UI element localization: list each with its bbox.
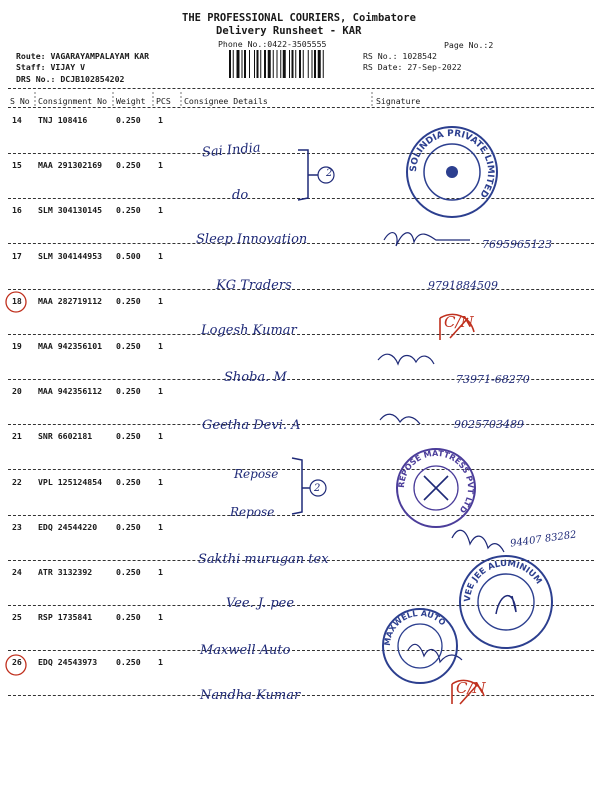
svg-text:VEE JEE ALUMINIUM	[463, 559, 544, 602]
stamp-solindia-text: SOLINDIA PRIVATE LIMITED	[408, 128, 496, 200]
rs-date: RS Date: 27-Sep-2022	[363, 62, 462, 72]
row-sno: 16	[12, 205, 22, 215]
doc-title: Delivery Runsheet - KAR	[216, 25, 362, 37]
col-header-consignee: Consignee Details	[184, 96, 268, 106]
hw-sai-india: Sai India	[201, 140, 262, 161]
col-header-weight: Weight	[116, 96, 146, 106]
row-sno: 23	[12, 522, 22, 532]
hw-maxwell: Maxwell Auto	[200, 643, 291, 658]
hw-cn-mark-2: C/N	[456, 679, 486, 697]
row-consignment-no: VPL 125124854	[38, 477, 103, 487]
row-sno: 21	[12, 431, 22, 441]
stamp-veejee	[456, 552, 556, 652]
hw-cn-mark-1: C/N	[444, 313, 474, 331]
row-weight: 0.250	[116, 567, 141, 577]
row-weight: 0.250	[116, 115, 141, 125]
col-header-consignment: Consignment No	[38, 96, 108, 106]
row-consignment-no: TNJ 108416	[38, 115, 88, 125]
stamp-maxwell	[380, 606, 460, 686]
row-sno: 17	[12, 251, 22, 261]
hw-geetha: Geetha Devi. A	[202, 418, 301, 433]
hw-logesh: Logesh Kumar	[201, 323, 297, 338]
hw-nandha: Nandha Kumar	[200, 688, 301, 703]
row-consignment-no: SNR 6602181	[38, 431, 93, 441]
row-weight: 0.250	[116, 477, 141, 487]
row-sno: 18	[12, 296, 22, 306]
row-consignment-no: ATR 3132392	[38, 567, 93, 577]
hw-sakthi: Sakthi murugan tex	[198, 552, 329, 567]
stamp-solindia	[404, 124, 500, 220]
row-consignment-no: EDQ 24543973	[38, 657, 98, 667]
row-pcs: 1	[158, 657, 163, 667]
route: Route: VAGARAYAMPALAYAM KAR	[16, 51, 150, 61]
row-sno: 22	[12, 477, 22, 487]
row-weight: 0.250	[116, 386, 141, 396]
svg-text:MAXWELL AUTO	[383, 609, 448, 646]
row-pcs: 1	[158, 296, 163, 306]
row-pcs: 1	[158, 612, 163, 622]
row-sno: 24	[12, 567, 22, 577]
hw-do: do	[232, 188, 249, 203]
hw-shobha: Shoba. M	[224, 370, 287, 385]
row-pcs: 1	[158, 115, 163, 125]
stamp-repose-text: REPOSE MATTRESS PVT LTD	[396, 448, 476, 515]
row-weight: 0.250	[116, 160, 141, 170]
row-pcs: 1	[158, 205, 163, 215]
rs-number: RS No.: 1028542	[363, 51, 437, 61]
staff: Staff: VIJAY V	[16, 62, 86, 72]
row-sno: 25	[12, 612, 22, 622]
row-weight: 0.250	[116, 612, 141, 622]
company-name: THE PROFESSIONAL COURIERS, Coimbatore	[182, 12, 416, 24]
page-number: Page No.:2	[444, 40, 494, 50]
row-consignment-no: EDQ 24544220	[38, 522, 98, 532]
row-weight: 0.250	[116, 522, 141, 532]
row-weight: 0.250	[116, 431, 141, 441]
row-weight: 0.250	[116, 205, 141, 215]
hw-kg-traders: KG Traders	[216, 278, 292, 293]
row-sno: 14	[12, 115, 22, 125]
col-header-sno: S No	[10, 96, 30, 106]
hw-bracket-count-2: 2	[314, 483, 321, 494]
hw-repose-1: Repose	[234, 467, 279, 481]
stamp-maxwell-text: MAXWELL AUTO	[382, 608, 448, 647]
row-weight: 0.250	[116, 296, 141, 306]
row-consignment-no: MAA 942356101	[38, 341, 103, 351]
svg-text:REPOSE MATTRESS PVT LTD	[397, 449, 475, 515]
row-consignment-no: MAA 291302169	[38, 160, 103, 170]
phone-number: Phone No.:0422-3505555	[218, 39, 327, 49]
row-pcs: 1	[158, 431, 163, 441]
hw-sig-phone-3: 73971-68270	[456, 373, 530, 386]
row-pcs: 1	[158, 567, 163, 577]
col-header-pcs: PCS	[156, 96, 171, 106]
hw-repose-2: Repose	[230, 505, 275, 519]
row-consignment-no: SLM 304144953	[38, 251, 103, 261]
row-sno: 20	[12, 386, 22, 396]
row-weight: 0.250	[116, 657, 141, 667]
col-header-signature: Signature	[376, 96, 421, 106]
row-sno: 19	[12, 341, 22, 351]
drs-number: DRS No.: DCJB102854202	[16, 74, 125, 84]
row-pcs: 1	[158, 522, 163, 532]
hw-sig-phone-4: 9025703489	[454, 418, 524, 431]
hw-sig-phone-2: 9791884509	[428, 279, 498, 292]
hw-sig-phone-5: 94407 83282	[509, 529, 578, 550]
row-pcs: 1	[158, 341, 163, 351]
row-pcs: 1	[158, 251, 163, 261]
row-consignment-no: SLM 304130145	[38, 205, 103, 215]
hw-sleep-innovation: Sleep Innovation	[196, 232, 308, 247]
row-weight: 0.500	[116, 251, 141, 261]
stamp-veejee-text: VEE JEE ALUMINIUM	[462, 558, 544, 603]
row-consignment-no: MAA 942356112	[38, 386, 103, 396]
row-pcs: 1	[158, 477, 163, 487]
row-sno: 15	[12, 160, 22, 170]
hw-sig-phone-1: 7695965123	[482, 238, 552, 251]
row-sno: 26	[12, 657, 22, 667]
hw-veejee: Vee. J. pee	[226, 596, 295, 611]
hw-bracket-count-1: 2	[326, 168, 333, 179]
row-pcs: 1	[158, 386, 163, 396]
row-consignment-no: MAA 282719112	[38, 296, 103, 306]
row-consignment-no: RSP 1735841	[38, 612, 93, 622]
stamp-repose	[394, 446, 478, 530]
row-weight: 0.250	[116, 341, 141, 351]
row-pcs: 1	[158, 160, 163, 170]
